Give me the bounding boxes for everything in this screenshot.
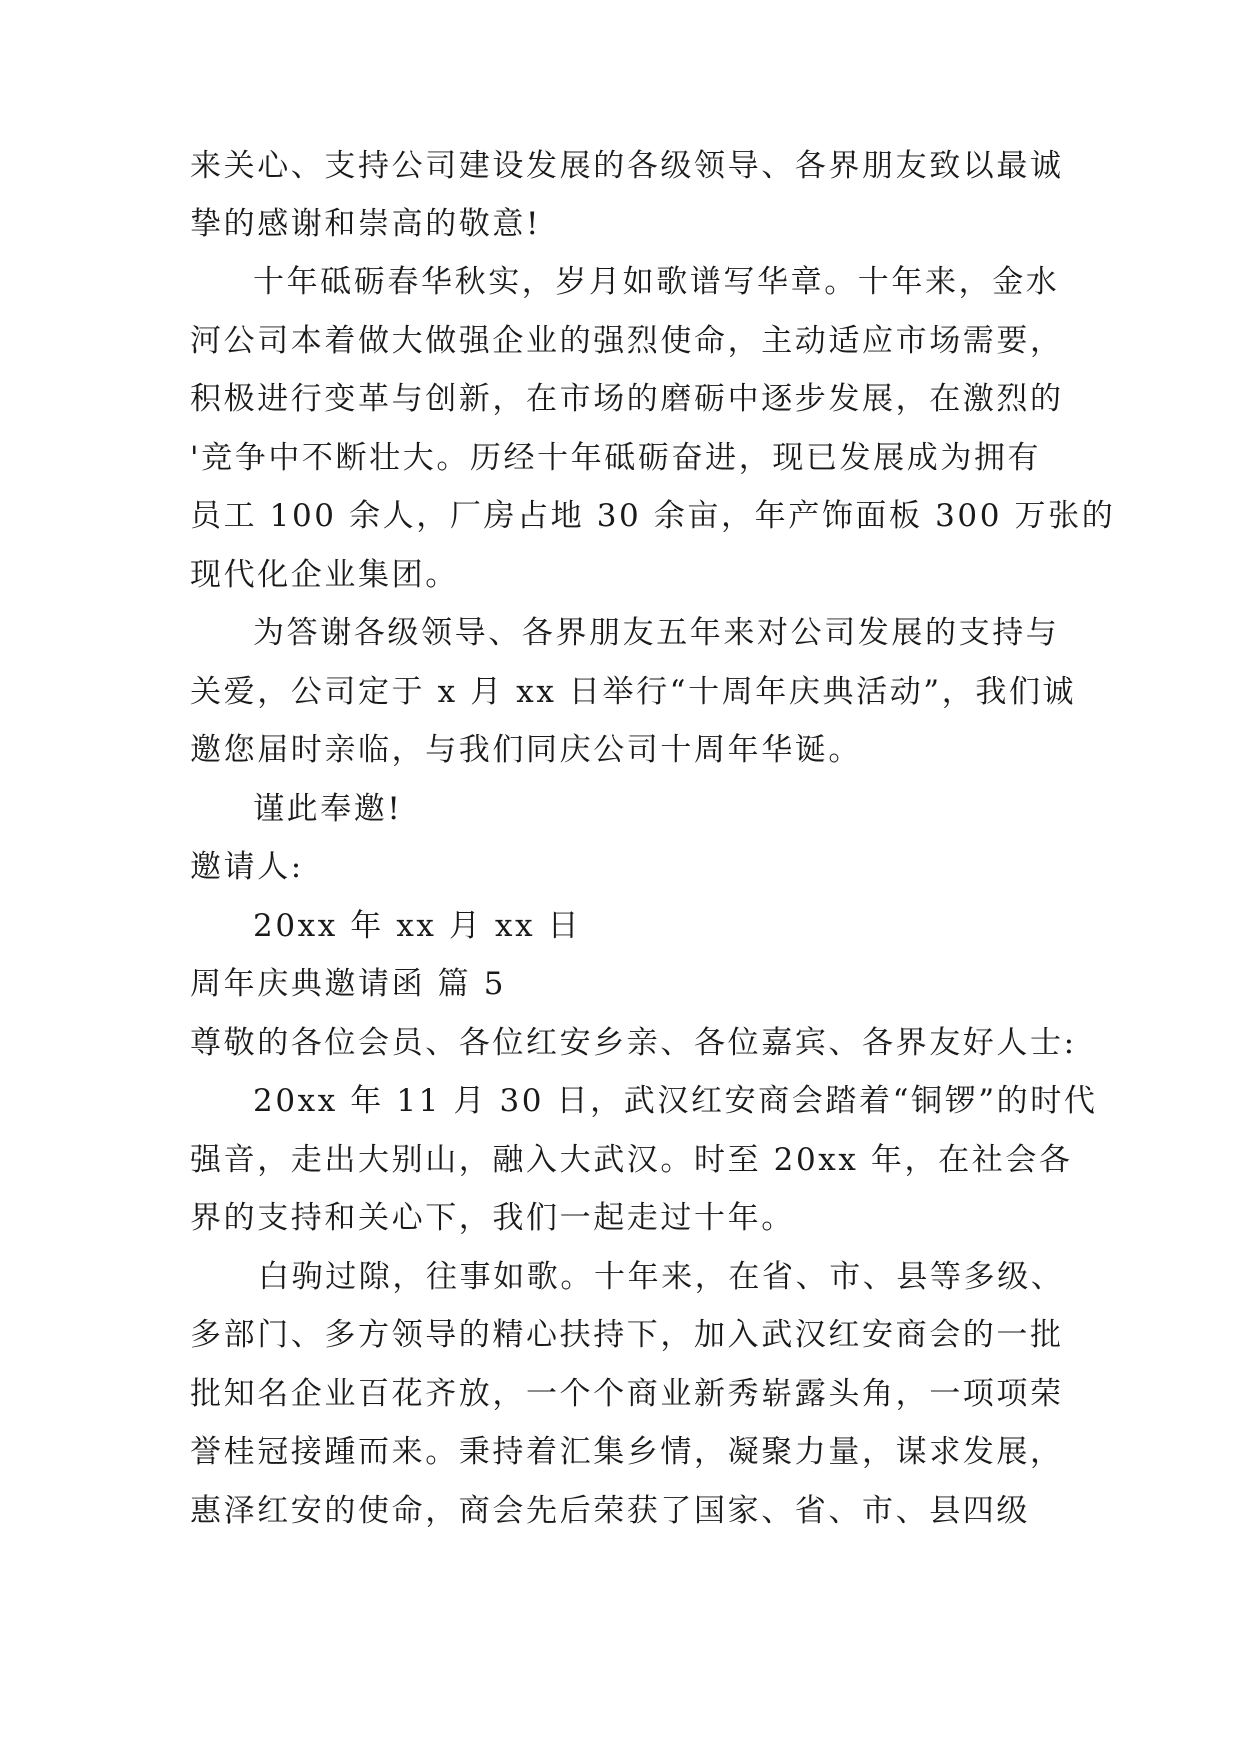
paragraph-line: 现代化企业集团。 <box>190 557 459 593</box>
inviter-label: 邀请人: <box>190 849 304 885</box>
closing-line: 谨此奉邀! <box>253 791 403 827</box>
paragraph-line: 20xx 年 11 月 30 日，武汉红安商会踏着“铜锣”的时代 <box>253 1083 1098 1119</box>
paragraph-line: 惠泽红安的使命，商会先后荣获了国家、省、市、县四级 <box>190 1493 1030 1529</box>
paragraph-line: 员工 100 余人，厂房占地 30 余亩，年产饰面板 300 万张的 <box>190 498 1116 534</box>
paragraph-line: 界的支持和关心下，我们一起走过十年。 <box>190 1200 795 1236</box>
paragraph-line: 为答谢各级领导、各界朋友五年来对公司发展的支持与 <box>253 615 1060 651</box>
paragraph-line: 白驹过隙，往事如歌。十年来，在省、市、县等多级、 <box>258 1259 1065 1295</box>
section-heading: 周年庆典邀请函 篇 5 <box>190 966 507 1002</box>
paragraph-line: 河公司本着做大做强企业的强烈使命，主动适应市场需要， <box>190 323 1064 359</box>
paragraph-line: 誉桂冠接踵而来。秉持着汇集乡情，凝聚力量，谋求发展， <box>190 1434 1064 1470</box>
paragraph-line: '竞争中不断壮大。历经十年砥砺奋进，现已发展成为拥有 <box>190 440 1042 476</box>
paragraph-line: 关爱，公司定于 x 月 xx 日举行“十周年庆典活动”，我们诚 <box>190 674 1077 710</box>
date-line: 20xx 年 xx 月 xx 日 <box>253 908 582 944</box>
paragraph-line: 批知名企业百花齐放，一个个商业新秀崭露头角，一项项荣 <box>190 1376 1064 1412</box>
paragraph-line: 邀您届时亲临，与我们同庆公司十周年华诞。 <box>190 732 862 768</box>
paragraph-line: 十年砥砺春华秋实，岁月如歌谱写华章。十年来，金水 <box>253 264 1060 300</box>
paragraph-line: 挚的感谢和崇高的敬意! <box>190 206 542 242</box>
salutation-line: 尊敬的各位会员、各位红安乡亲、各位嘉宾、各界友好人士: <box>190 1025 1077 1061</box>
paragraph-line: 多部门、多方领导的精心扶持下，加入武汉红安商会的一批 <box>190 1317 1064 1353</box>
paragraph-line: 强音，走出大别山，融入大武汉。时至 20xx 年，在社会各 <box>190 1142 1073 1178</box>
paragraph-line: 积极进行变革与创新，在市场的磨砺中逐步发展，在激烈的 <box>190 381 1064 417</box>
paragraph-line: 来关心、支持公司建设发展的各级领导、各界朋友致以最诚 <box>190 148 1064 184</box>
